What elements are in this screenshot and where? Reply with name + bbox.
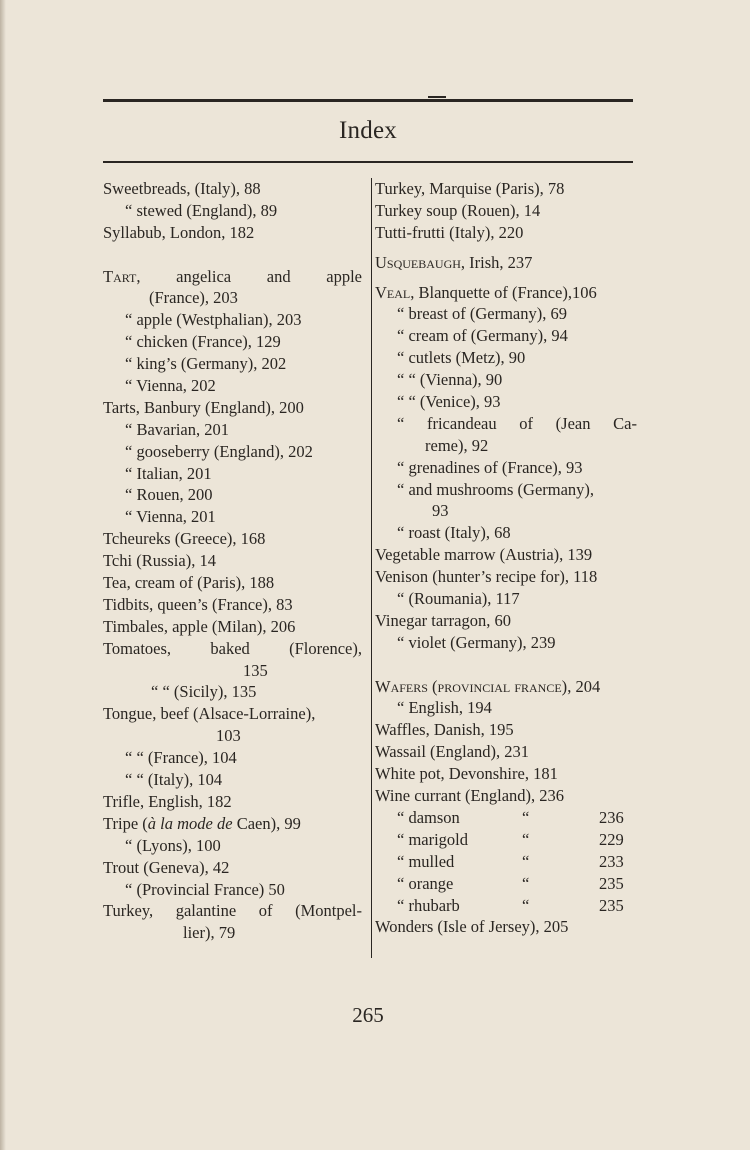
index-entry: “ roast (Italy), 68	[397, 523, 511, 543]
index-entry-word: Tomatoes,	[103, 638, 172, 658]
index-entry-word: baked	[210, 638, 250, 658]
index-entry	[103, 638, 362, 660]
index-entry	[375, 807, 637, 829]
index-entry-head: Usquebaugh	[375, 252, 461, 272]
index-column-right	[375, 178, 637, 938]
index-entry	[103, 900, 362, 922]
index-entry-word: of	[519, 413, 534, 433]
index-entry: Wine currant (England), 236	[375, 786, 565, 806]
index-entry: Timbales, apple (Milan), 206	[103, 616, 296, 636]
index-entry-word: (Florence),	[289, 638, 362, 658]
index-entry: Vinegar tarragon, 60	[375, 610, 511, 630]
index-entry-head: Veal	[375, 282, 411, 302]
index-entry-word: of	[258, 901, 273, 921]
index-entry: “ (Lyons), 100	[125, 835, 221, 855]
entry-spacer	[103, 244, 362, 266]
index-entry: (France), 203	[149, 288, 238, 308]
index-entry: Tongue, beef (Alsace-Lorraine),	[103, 704, 316, 724]
index-entry: “ cutlets (Metz), 90	[397, 348, 526, 368]
index-entry: Syllabub, London, 182	[103, 222, 255, 242]
index-entry: “ breast of (Germany), 69	[397, 304, 567, 324]
index-entry-cell: “	[522, 851, 530, 871]
index-entry: Trout (Geneva), 42	[103, 857, 230, 877]
index-entry: Wassail (England), 231	[375, 742, 530, 762]
index-entry: “ Vienna, 202	[125, 376, 216, 396]
index-entry: White pot, Devonshire, 181	[375, 764, 558, 784]
index-entry-word: Ca-	[613, 413, 637, 433]
index-entry: reme), 92	[425, 435, 489, 455]
index-entry	[375, 829, 637, 851]
index-entry: Usquebaugh, Irish, 237	[375, 252, 533, 272]
index-entry-word: and	[266, 266, 291, 286]
index-entry: “ chicken (France), 129	[125, 332, 281, 352]
index-entry-cell: 233	[599, 851, 624, 871]
entry-spacer	[375, 244, 637, 252]
index-entry-cell: “ rhubarb	[397, 895, 460, 915]
index-entry: “ stewed (England), 89	[125, 200, 278, 220]
index-entry: Wonders (Isle of Jersey), 205	[375, 917, 569, 937]
index-entry-cell: “ mulled	[397, 851, 455, 871]
index-entry-word: galantine	[175, 901, 237, 921]
index-entry	[375, 851, 637, 873]
index-entry: lier), 79	[183, 923, 236, 943]
index-entry	[375, 895, 637, 917]
entry-spacer	[375, 654, 637, 676]
index-entry: “ (Roumania), 117	[397, 589, 520, 609]
index-entry: Tarts, Banbury (England), 200	[103, 397, 304, 417]
index-entry: “ (Provincial France) 50	[125, 879, 285, 899]
index-entry-cell: “ damson	[397, 807, 460, 827]
index-entry: “ Rouen, 200	[125, 485, 213, 505]
index-entry	[103, 266, 362, 288]
index-entry: “ and mushrooms (Germany),	[397, 479, 595, 499]
index-entry: 103	[216, 726, 241, 746]
index-entry-cell: “ orange	[397, 873, 454, 893]
index-entry: “ “ (France), 104	[125, 748, 237, 768]
index-entry-cell: 235	[599, 873, 624, 893]
index-entry: Turkey soup (Rouen), 14	[375, 200, 541, 220]
index-entry-cell: “	[522, 807, 530, 827]
index-entry: Sweetbreads, (Italy), 88	[103, 179, 261, 198]
index-entry-word: Turkey,	[103, 901, 154, 921]
index-entry: Tcheureks (Greece), 168	[103, 529, 266, 549]
index-entry: Turkey, Marquise (Paris), 78	[375, 179, 565, 198]
index-entry: Venison (hunter’s recipe for), 118	[375, 567, 598, 587]
index-entry-word: apple	[326, 266, 362, 286]
index-entry: “ gooseberry (England), 202	[125, 441, 313, 461]
index-entry: “ Bavarian, 201	[125, 419, 230, 439]
index-entry: “ “ (Italy), 104	[125, 770, 223, 790]
index-entry-cell: “	[522, 895, 530, 915]
index-entry: “ “ (Venice), 93	[397, 392, 501, 412]
top-rule	[103, 99, 633, 102]
index-entry: “ Italian, 201	[125, 463, 212, 483]
header-rule	[103, 161, 633, 163]
index-entry	[375, 413, 637, 435]
index-entry: “ violet (Germany), 239	[397, 632, 556, 652]
index-entry: Tidbits, queen’s (France), 83	[103, 594, 293, 614]
index-entry: “ “ (Sicily), 135	[151, 682, 257, 702]
index-entry: Tchi (Russia), 14	[103, 551, 216, 571]
index-column-left	[103, 178, 362, 944]
index-entry: Waffles, Danish, 195	[375, 720, 514, 740]
index-entry: “ apple (Westphalian), 203	[125, 310, 302, 330]
entry-spacer	[375, 274, 637, 282]
index-entry: Vegetable marrow (Austria), 139	[375, 545, 593, 565]
index-entry-word: Tart,	[103, 266, 141, 286]
index-entry-head: Wafers (provincial france)	[375, 676, 568, 696]
index-entry: 135	[243, 660, 268, 680]
index-entry: “ king’s (Germany), 202	[125, 354, 287, 374]
index-entry: “ grenadines of (France), 93	[397, 457, 583, 477]
index-entry: Veal, Blanquette of (France),106	[375, 282, 597, 302]
index-entry-cell: 235	[599, 895, 624, 915]
index-entry: “ cream of (Germany), 94	[397, 326, 568, 346]
index-entry: Trifle, English, 182	[103, 791, 232, 811]
index-entry: Tripe (à la mode de Caen), 99	[103, 813, 301, 833]
index-entry: “ English, 194	[397, 698, 492, 718]
index-entry: Tutti-frutti (Italy), 220	[375, 222, 524, 242]
index-entry-word: (Jean	[555, 413, 591, 433]
index-entry: 93	[432, 501, 449, 521]
page-title: Index	[339, 117, 397, 144]
index-entry-cell: 236	[599, 807, 624, 827]
index-entry-cell: “	[522, 829, 530, 849]
index-entry-word: “	[397, 413, 405, 433]
index-entry: “ “ (Vienna), 90	[397, 370, 503, 390]
page-gutter-shadow	[0, 0, 6, 1150]
top-rule-nick	[428, 96, 446, 98]
page-number: 265	[352, 1003, 384, 1027]
index-entry: “ Vienna, 201	[125, 507, 216, 527]
index-entry: Tea, cream of (Paris), 188	[103, 573, 275, 593]
index-entry-cell: “	[522, 873, 530, 893]
index-entry-word: fricandeau	[426, 413, 497, 433]
index-entry	[375, 873, 637, 895]
index-entry-cell: 229	[599, 829, 624, 849]
index-entry-cell: “ marigold	[397, 829, 469, 849]
index-entry-word: angelica	[176, 266, 232, 286]
column-divider	[371, 178, 372, 958]
index-entry-word: (Montpel-	[295, 901, 362, 921]
index-entry: Wafers (provincial france), 204	[375, 676, 601, 696]
